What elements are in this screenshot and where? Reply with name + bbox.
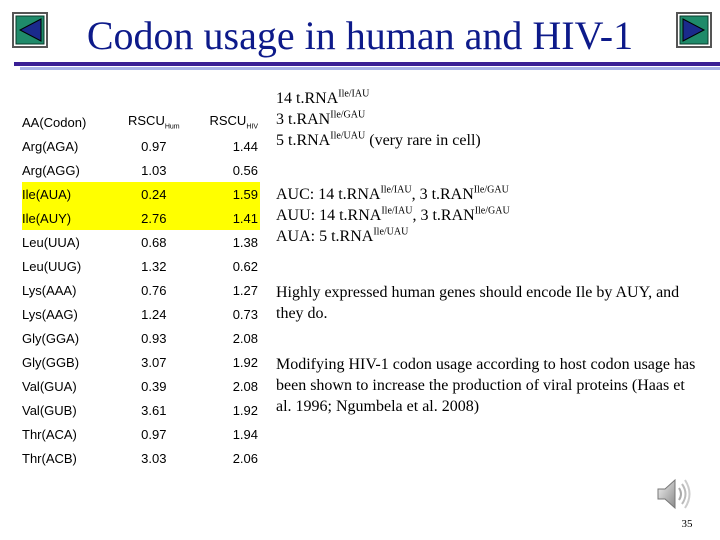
rscu-hiv-cell: 1.27 (232, 282, 258, 298)
table-row (22, 302, 260, 326)
rscu-hum-cell: 0.39 (141, 378, 167, 394)
rscu-hiv-cell: 0.56 (232, 162, 258, 178)
trna-anticodon: Ile/UAU (330, 130, 366, 142)
slide-title: Codon usage in human and HIV-1 (86, 13, 634, 58)
note-paragraph-2: Modifying HIV-1 codon usage according to host codon usage has been shown to increase the production of viral proteins (Haas et al. 1996; Ngumbela et al. 2008) (276, 356, 696, 415)
rscu-hiv-cell: 1.38 (232, 234, 258, 250)
trna-name: 5 t.RNA (276, 132, 331, 149)
rscu-hum-cell: 1.03 (141, 162, 167, 178)
rscu-hum-cell: 0.24 (117, 182, 190, 206)
title-rule-light (20, 67, 720, 70)
rscu-hiv-cell: 1.41 (191, 206, 260, 230)
codon-cell: Thr(ACB) (22, 450, 77, 466)
trna-name: 3 t.RAN (276, 111, 331, 128)
table-row (22, 326, 260, 350)
codon-cell: Thr(ACA) (22, 426, 77, 442)
codon-cell: Val(GUA) (22, 378, 77, 394)
rscu-hum-cell: 3.61 (141, 402, 167, 418)
codon-cell: Leu(UUA) (22, 234, 80, 250)
rscu-hiv-cell: 2.06 (232, 450, 258, 466)
trna-anticodon: Ile/GAU (473, 184, 509, 196)
title-rule-dark (14, 62, 720, 66)
codon-cell: Arg(AGG) (22, 162, 80, 178)
trna-anticodon: Ile/UAU (373, 226, 409, 238)
table-row (22, 398, 260, 422)
rscu-hum-cell: 2.76 (117, 206, 190, 230)
trna-anticodon: Ile/IAU (338, 88, 370, 100)
codon-cell: Ile(AUA) (22, 182, 117, 206)
rscu-hiv-cell: 0.73 (232, 306, 258, 322)
table-row (22, 446, 260, 470)
codon-usage-table (22, 110, 260, 470)
trna-counts-block (276, 88, 696, 151)
table-row (22, 134, 260, 158)
table-body (22, 134, 260, 470)
codon-cell: Ile(AUY) (22, 206, 117, 230)
codon-trna-line (276, 205, 696, 226)
note-paragraph-1: Highly expressed human genes should encode Ile by AUY, and they do. (276, 284, 680, 322)
rscu-hum-cell: 1.24 (141, 306, 167, 322)
table-row (22, 374, 260, 398)
codon-cell: Leu(UUG) (22, 258, 82, 274)
rscu-hiv-cell: 1.44 (232, 138, 258, 154)
rscu-hum-cell: 0.97 (141, 138, 167, 154)
trna-line (276, 130, 696, 151)
header-rscu-hum: $RSCU_{Hum}$ (128, 113, 180, 131)
rscu-hiv-cell: 1.92 (232, 354, 258, 370)
rscu-hiv-cell: 1.92 (232, 402, 258, 418)
audio-button[interactable] (654, 474, 694, 514)
trna-line (276, 88, 696, 109)
trna-anticodon: Ile/GAU (330, 109, 366, 121)
table-row (22, 254, 260, 278)
codon-text: AUU: 14 t.RNA (276, 207, 382, 224)
trna-name: 14 t.RNA (276, 90, 339, 107)
rscu-hiv-cell: 0.62 (232, 258, 258, 274)
table-row (22, 158, 260, 182)
rscu-hum-cell: 0.97 (141, 426, 167, 442)
table-row (22, 278, 260, 302)
page-number: 35 (681, 518, 693, 530)
rscu-hum-cell: 1.32 (141, 258, 167, 274)
rscu-hiv-cell: 1.59 (191, 182, 260, 206)
codon-cell: Lys(AAA) (22, 282, 77, 298)
rscu-hum-cell: 0.68 (141, 234, 167, 250)
table-row (22, 230, 260, 254)
rscu-hiv-cell: 1.94 (232, 426, 258, 442)
rscu-hum-cell: 0.93 (141, 330, 167, 346)
codon-cell: Lys(AAG) (22, 306, 78, 322)
codon-cell: Gly(GGA) (22, 330, 80, 346)
rscu-hiv-cell: 2.08 (232, 378, 258, 394)
table-row (22, 182, 260, 206)
rscu-hum-cell: 0.76 (141, 282, 167, 298)
table-header-row (22, 110, 260, 134)
rscu-hum-cell: 3.07 (141, 354, 167, 370)
codon-trna-line (276, 184, 696, 205)
trna-anticodon: Ile/IAU (380, 184, 412, 196)
trna-anticodon: Ile/GAU (474, 205, 510, 217)
codon-trna-line (276, 226, 696, 247)
speaker-icon (654, 474, 694, 514)
codon-cell: Gly(GGB) (22, 354, 80, 370)
codon-cell: Val(GUB) (22, 402, 77, 418)
codon-text: , 3 t.RAN (412, 207, 475, 224)
table-row (22, 422, 260, 446)
rscu-hiv-cell: 2.08 (232, 330, 258, 346)
table-row (22, 350, 260, 374)
header-codon: AA(Codon) (22, 114, 87, 130)
codon-trna-block (276, 184, 696, 247)
rscu-hum-cell: 3.03 (141, 450, 167, 466)
codon-text: , 3 t.RAN (411, 186, 474, 203)
trna-note: (very rare in cell) (365, 132, 481, 149)
trna-line (276, 109, 696, 130)
header-rscu-hiv: $RSCU_{HIV}$ (209, 113, 258, 131)
codon-cell: Arg(AGA) (22, 138, 79, 154)
codon-text: AUA: 5 t.RNA (276, 228, 374, 245)
trna-anticodon: Ile/IAU (381, 205, 413, 217)
codon-text: AUC: 14 t.RNA (276, 186, 381, 203)
table-row (22, 206, 260, 230)
